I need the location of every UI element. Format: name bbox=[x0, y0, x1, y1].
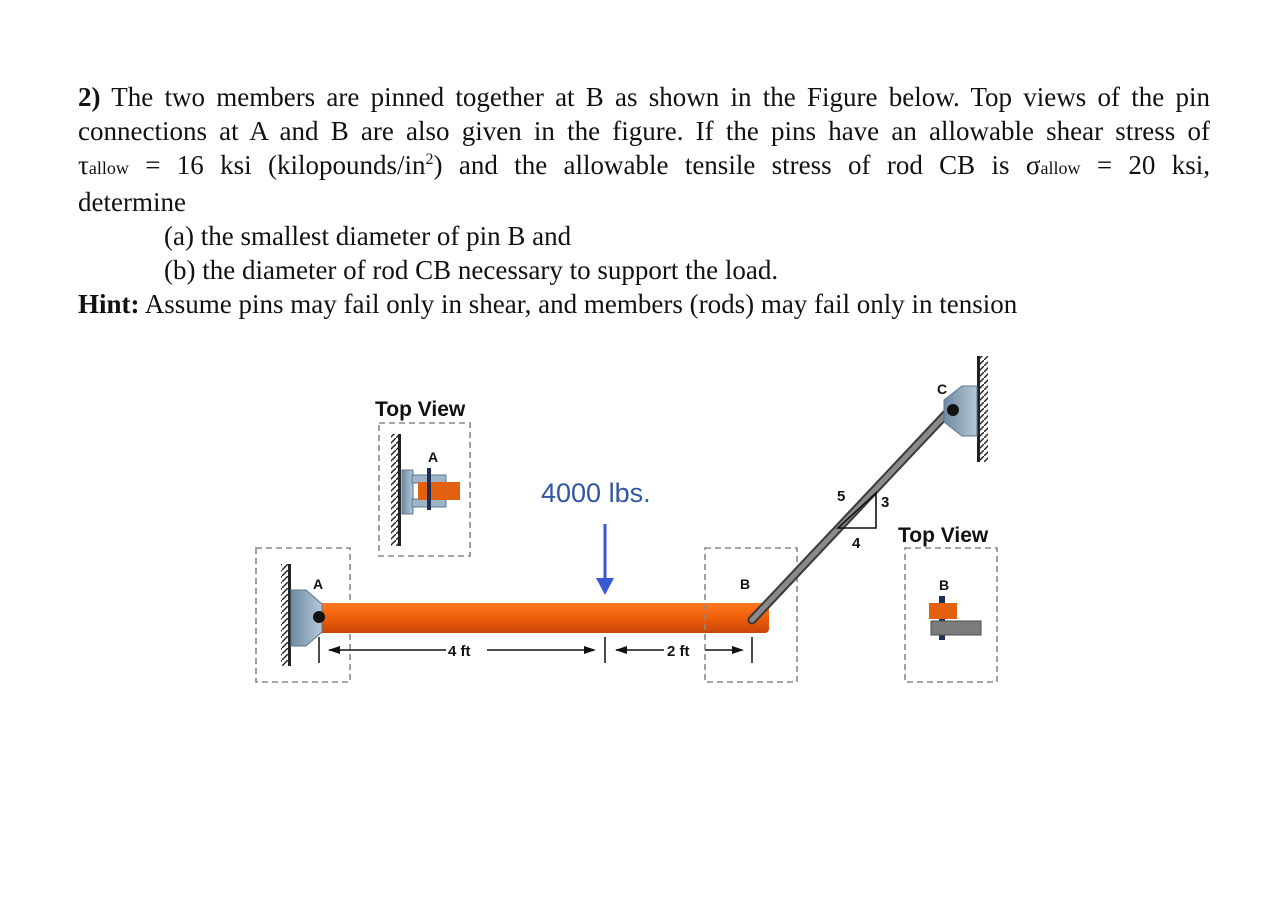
dimension-4ft-label: 4 ft bbox=[448, 643, 471, 660]
pin-a-icon bbox=[313, 611, 325, 623]
load-label: 4000 lbs. bbox=[541, 478, 651, 508]
top-view-a-label: Top View bbox=[375, 398, 466, 421]
exponent: 2 bbox=[425, 151, 434, 168]
tau-symbol: τ bbox=[78, 150, 89, 180]
problem-text-3: ) and the allowable tensile stress of rod CB is bbox=[433, 150, 1010, 180]
problem-line-4: determine bbox=[78, 187, 186, 217]
bracket-icon bbox=[402, 470, 413, 514]
tau-value: = 16 ksi (kilopounds/in bbox=[145, 150, 426, 180]
dimension-2ft-label: 2 ft bbox=[667, 643, 690, 660]
pin-a-topview-label: A bbox=[428, 449, 439, 465]
pin-c-label: C bbox=[937, 381, 948, 397]
problem-text-1: The two members are pinned together at B as shown in the Figure below. Top views of the pin bbox=[111, 82, 1210, 112]
pin-a-label: A bbox=[313, 576, 324, 592]
pin-b-label: B bbox=[740, 576, 751, 592]
hint-label: Hint: bbox=[78, 289, 140, 319]
sigma-symbol: σ bbox=[1025, 150, 1041, 180]
sigma-value: = 20 ksi, bbox=[1096, 150, 1211, 180]
slope-hyp-label: 5 bbox=[837, 488, 846, 505]
part-a: (a) the smallest diameter of pin B and bbox=[164, 221, 572, 251]
problem-line-2: connections at A and B are also given in the figure. If the pins have an allowable shear stress of bbox=[78, 116, 1210, 146]
horizontal-beam bbox=[318, 603, 769, 633]
slope-run-label: 4 bbox=[852, 535, 861, 552]
wall-hatch-icon bbox=[391, 434, 399, 546]
pin-c-icon bbox=[947, 404, 959, 416]
top-view-a bbox=[375, 398, 470, 556]
top-view-b bbox=[898, 524, 997, 682]
part-b: (b) the diameter of rod CB necessary to support the load. bbox=[164, 255, 779, 285]
load-arrow-icon bbox=[596, 578, 614, 595]
beam-end-icon bbox=[929, 603, 957, 619]
sigma-subscript: allow bbox=[1040, 158, 1081, 178]
problem-number: 2) bbox=[78, 82, 101, 112]
tau-subscript: allow bbox=[88, 158, 129, 178]
member-end-icon bbox=[418, 482, 460, 500]
wall-line bbox=[398, 434, 401, 546]
slope-rise-label: 3 bbox=[881, 494, 890, 511]
rod-end-icon bbox=[931, 621, 981, 635]
hint-text: Assume pins may fail only in shear, and members (rods) may fail only in tension bbox=[144, 289, 1018, 319]
pin-icon bbox=[427, 468, 431, 510]
pin-b-topview-label: B bbox=[939, 577, 950, 593]
wall-hatch-icon bbox=[281, 564, 289, 666]
top-view-b-label: Top View bbox=[898, 524, 989, 547]
wall-hatch-icon bbox=[980, 356, 988, 462]
